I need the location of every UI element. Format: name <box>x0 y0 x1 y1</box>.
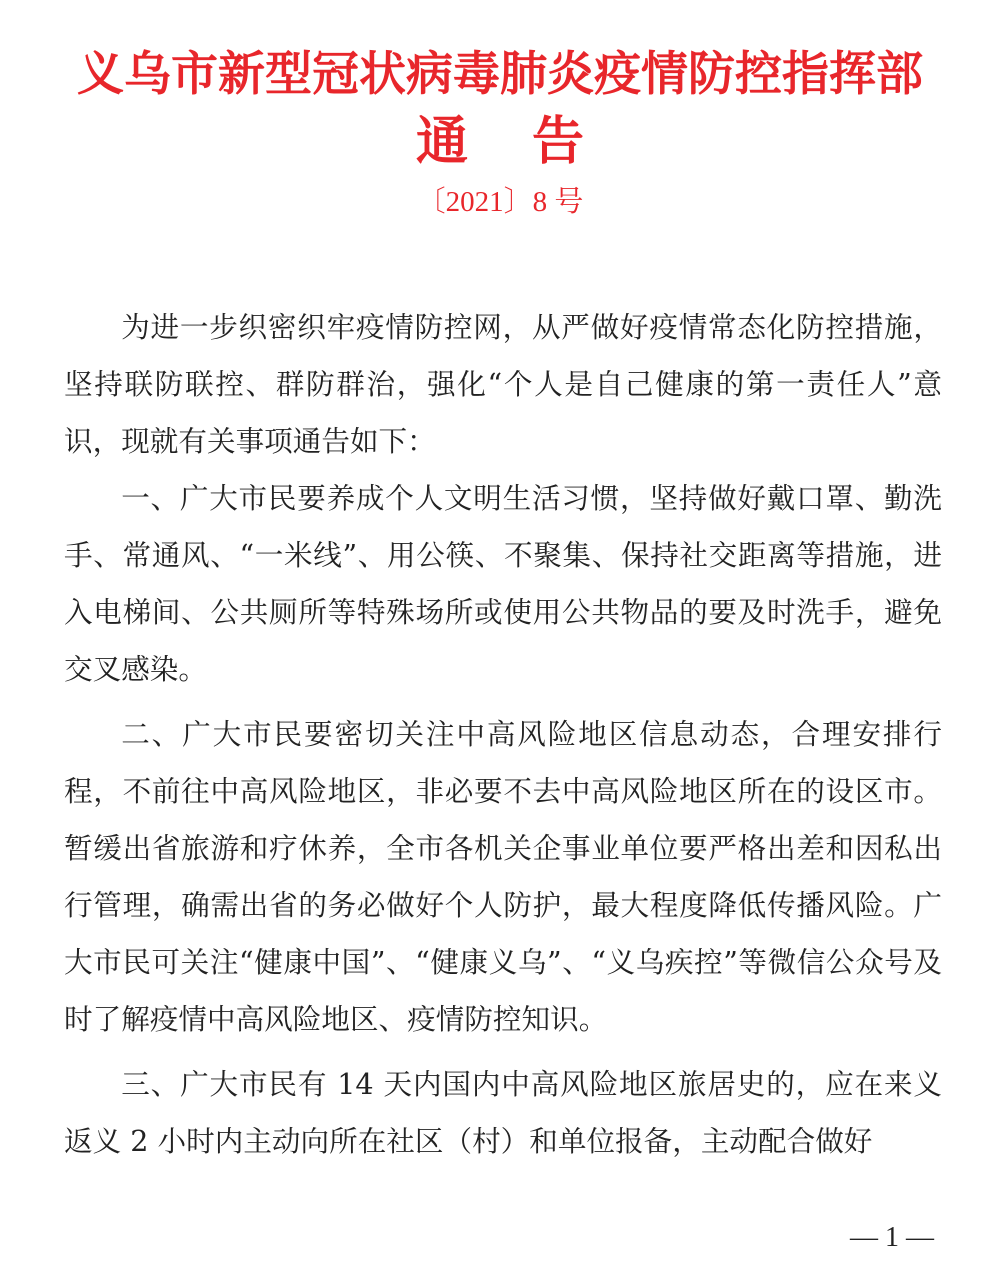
organization-title: 义乌市新型冠状病毒肺炎疫情防控指挥部 <box>77 47 923 102</box>
document-type-title: 通告 <box>415 111 648 172</box>
notice-body <box>64 299 942 1170</box>
item-1-paragraph: 一、广大市民要养成个人文明生活习惯，坚持做好戴口罩、勤洗手、常通风、“一米线”、用公筷、不聚集、保持社交距离等措施，进入电梯间、公共厕所等特殊场所或使用公共物品的要及时洗手，避免交叉感染。 <box>64 481 942 686</box>
intro-paragraph: 为进一步织密织牢疫情防控网，从严做好疫情常态化防控措施，坚持联防联控、群防群治，强化“个人是自己健康的第一责任人”意识，现就有关事项通告如下： <box>64 310 942 458</box>
page-number: — 1 — <box>850 1222 934 1253</box>
item-2-paragraph: 二、广大市民要密切关注中高风险地区信息动态，合理安排行程，不前往中高风险地区，非必要不去中高风险地区所在的设区市。暂缓出省旅游和疗休养，全市各机关企事业单位要严格出差和因私出行管理，确需出省的务必做好个人防护，最大程度降低传播风险。广大市民可关注“健康中国”、“健康义乌”、“义乌疾控”等微信公众号及时了解疫情中高风险地区、疫情防控知识。 <box>64 717 942 1036</box>
item-3-paragraph: 三、广大市民有 14 天内国内中高风险地区旅居史的，应在来义返义 2 小时内主动向所在社区（村）和单位报备，主动配合做好 <box>64 1067 942 1158</box>
document-number: 〔2021〕8 号 <box>416 186 584 218</box>
